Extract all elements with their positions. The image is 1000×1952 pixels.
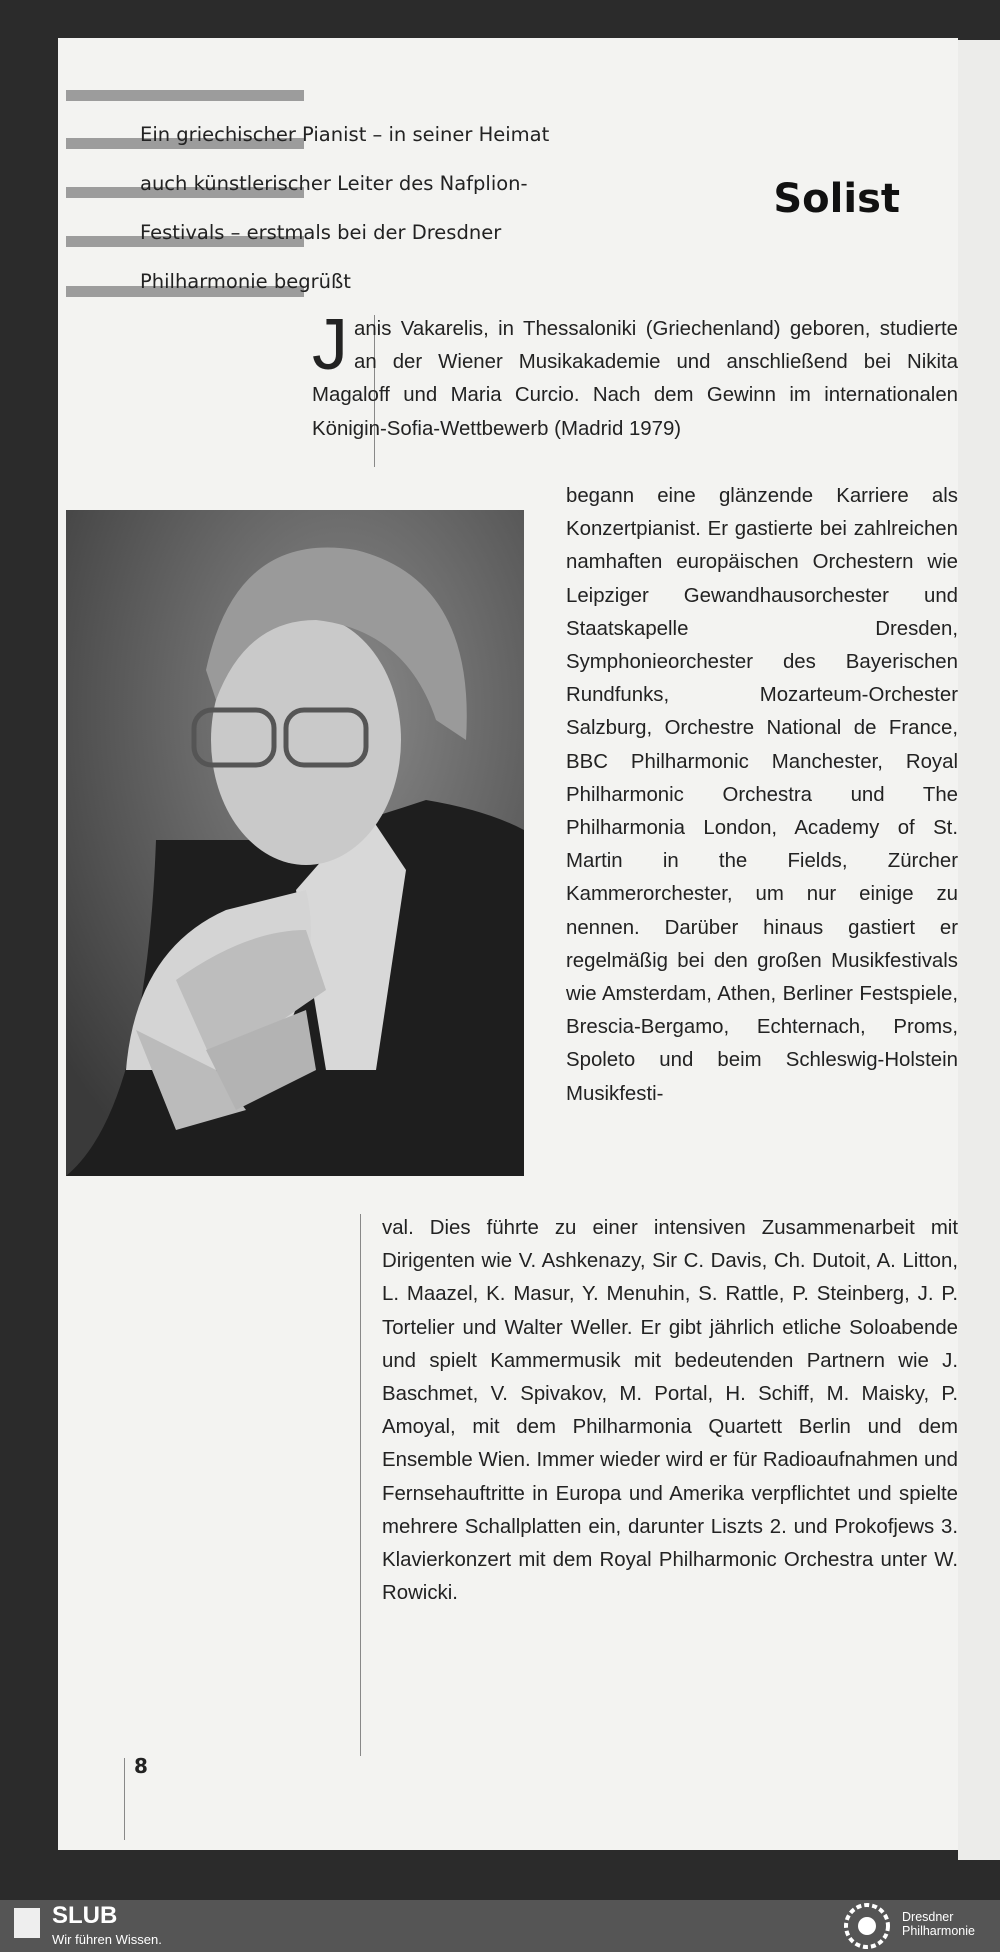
bio-middle: begann eine glänzende Karriere als Konzertpianist. Er gastierte bei zahlreichen namhaften europäischen Orchestern wie Leipziger Gewandhausorchester und Staatskapelle Dresden, Symphonieorchester des Bayerischen Rundfunks, Mozarteum-Orchester Salzburg, Orchestre National de France, BBC Philharmonic Manchester, Royal Philharmonic Orchestra und The Philharmonia London, Academy of St. Martin in the Fields, Zürcher Kammerorchester, um nur einige zu nennen. Darüber hinaus gastiert er regelmäßig bei den großen Musikfestivals wie Amsterdam, Athen, Berliner Festspiele, Brescia-Bergamo, Echternach, Proms, Spoleto und beim Schleswig-Holstein Musikfesti- (566, 485, 958, 1105)
footer-bar (0, 1900, 1000, 1952)
dropcap: J (312, 305, 348, 385)
page-number: 8 (134, 1754, 148, 1778)
portrait-photo (66, 510, 524, 1176)
bio-intro (312, 305, 958, 446)
brochure-page (58, 38, 958, 1850)
column-rule (360, 1214, 361, 1756)
decorative-band (66, 90, 304, 101)
section-title: Solist (773, 176, 900, 222)
slub-logo-icon (14, 1908, 40, 1938)
page-number-rule (124, 1758, 125, 1840)
orchestra-logo-icon (842, 1902, 892, 1950)
library-tagline: Wir führen Wissen. (52, 1932, 162, 1947)
orchestra-logo: Dresdner Philharmonie (902, 1910, 975, 1938)
subtitle-tagline: Ein griechischer Pianist – in seiner Heimat auch künstlerischer Leiter des Nafplion-Festivals – erstmals bei der Dresdner Philharmonie begrüßt (140, 123, 550, 293)
adjacent-page-edge (958, 40, 1000, 1860)
bio-intro-text: anis Vakarelis, in Thessaloniki (Griechenland) geboren, studierte an der Wiener Musikakademie und anschließend bei Nikita Magaloff und Maria Curcio. Nach dem Gewinn im internationalen Königin-Sofia-Wettbewerb (Madrid 1979) (312, 318, 958, 440)
library-name: SLUB (52, 1902, 118, 1929)
bio-end: val. Dies führte zu einer intensiven Zusammenarbeit mit Dirigenten wie V. Ashkenazy, Sir C. Davis, Ch. Dutoit, A. Litton, L. Maazel, K. Masur, Y. Menuhin, S. Rattle, P. Steinberg, J. P. Tortelier und Walter Weller. Er gibt jährlich etliche Soloabende und spielt Kammermusik mit bedeutenden Partnern wie J. Baschmet, V. Spivakov, M. Portal, H. Schiff, M. Maisky, P. Amoyal, mit dem Philharmonia Quartett Berlin und dem Ensemble Wien. Immer wieder wird er für Radioaufnahmen und Fernsehauftritte in Europa und Amerika verpflichtet und spielte mehrere Schallplatten ein, darunter Liszts 2. und Prokofjews 3. Klavierkonzert mit dem Royal Philharmonic Orchestra unter W. Rowicki. (382, 1217, 958, 1605)
